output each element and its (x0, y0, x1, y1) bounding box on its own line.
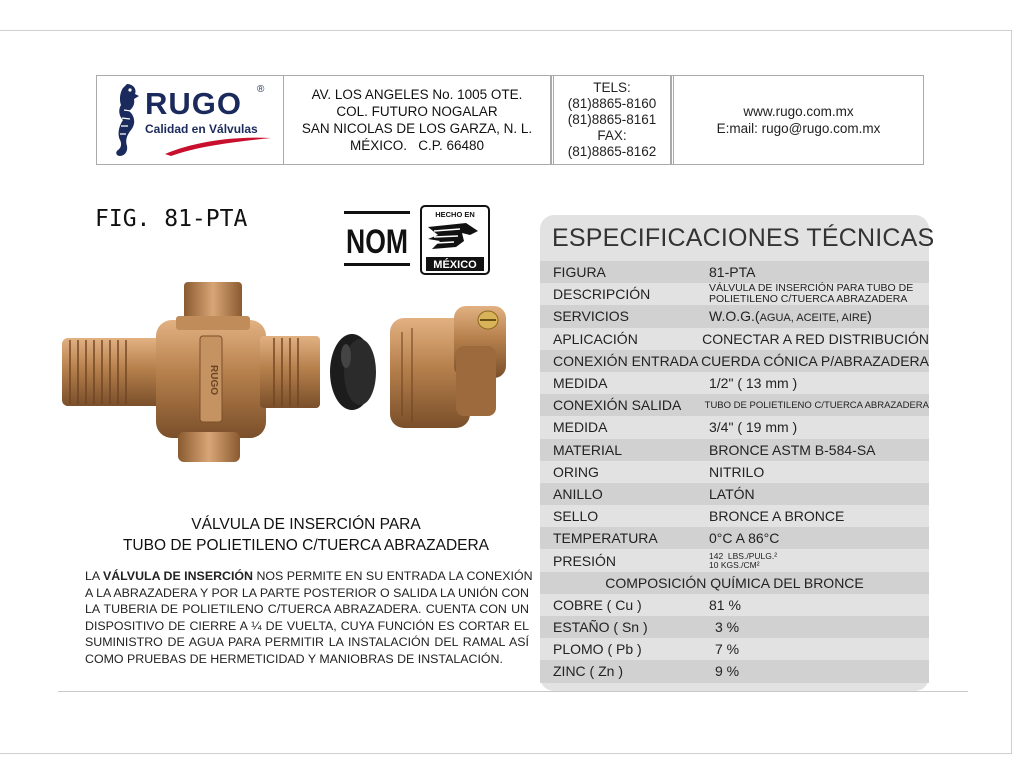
spec-label: ANILLO (553, 485, 603, 502)
spec-row (540, 439, 929, 461)
composition-row (540, 638, 929, 660)
spec-row (540, 350, 929, 372)
description-line: DISPOSITIVO DE CIERRE A ¼ DE VUELTA, CUYA FUNCIÓN ES CORTAR EL (85, 618, 529, 633)
spec-value: CONECTAR A RED DISTRIBUCIÓN (702, 330, 929, 347)
spec-value: TUBO DE POLIETILENO C/TUERCA ABRAZADERA (704, 399, 929, 411)
fax-label: FAX: (597, 128, 627, 143)
spec-row (540, 549, 929, 571)
valve-body (62, 282, 320, 462)
element-label: ZINC ( Zn ) (553, 663, 623, 680)
product-description (85, 568, 533, 668)
spec-row (540, 416, 929, 438)
specifications-title: ESPECIFICACIONES TÉCNICAS (552, 223, 935, 252)
spec-value: BRONCE ASTM B-584-SA (709, 441, 876, 458)
spec-label: DESCRIPCIÓN (553, 286, 651, 303)
spec-label: CONEXIÓN ENTRADA (553, 352, 699, 369)
bottom-divider (58, 691, 968, 692)
spec-label: PRESIÓN (553, 552, 617, 569)
product-title (96, 514, 516, 556)
oring-part (330, 334, 376, 410)
element-percent: 7 % (715, 641, 740, 658)
spec-row (540, 372, 929, 394)
phone-label: TELS: (593, 80, 631, 95)
spec-label: MEDIDA (553, 419, 608, 436)
spec-value: 81-PTA (709, 264, 756, 281)
spec-label: SELLO (553, 508, 599, 525)
address-line: MÉXICO. C.P. 66480 (349, 138, 485, 153)
spec-row (540, 328, 929, 350)
specifications-panel (540, 215, 935, 691)
product-image (60, 276, 520, 471)
spec-label: MATERIAL (553, 441, 622, 458)
composition-row (540, 594, 929, 616)
phone-number: (81)8865-8161 (567, 112, 657, 127)
spec-row (540, 505, 929, 527)
logo-block (97, 76, 284, 164)
spec-value: LATÓN (709, 485, 755, 502)
company-header (96, 75, 924, 165)
description-line: LA VÁLVULA DE INSERCIÓN NOS PERMITE EN SU ENTRADA LA CONEXIÓN (85, 569, 533, 583)
web-block (671, 76, 923, 164)
spec-row (540, 261, 929, 283)
spec-label: MEDIDA (553, 375, 608, 392)
element-percent: 9 % (715, 663, 740, 680)
spec-label: ORING (553, 463, 599, 480)
seahorse-icon (111, 80, 141, 160)
description-line: LA TUBERIA DE POLIETILENO C/TUERCA ABRAZADERA. CUENTA CON UN (85, 602, 529, 617)
spec-value: 0°C A 86°C (709, 530, 780, 547)
spec-value: VÁLVULA DE INSERCIÓN PARA TUBO DE POLIETILENO C/TUERCA ABRAZADERA (709, 281, 914, 306)
spec-label: CONEXIÓN SALIDA (553, 397, 682, 414)
hecho-en-mexico-logo (420, 205, 490, 275)
description-line: A LA ABRAZADERA Y POR LA PARTE POSTERIOR O SALIDA LA UNIÓN CON (85, 585, 529, 600)
address-block (284, 76, 551, 164)
spec-value: CUERDA CÓNICA P/ABRAZADERA (701, 352, 929, 369)
address-line: SAN NICOLAS DE LOS GARZA, N. L. (301, 121, 533, 136)
spec-value: 3/4" ( 19 mm ) (709, 419, 798, 436)
spec-row (540, 461, 929, 483)
element-label: COBRE ( Cu ) (553, 596, 642, 613)
spec-row (540, 305, 929, 327)
spec-value: W.O.G.(AGUA, ACEITE, AIRE) (709, 308, 872, 325)
composition-row (540, 660, 929, 682)
spec-label: APLICACIÓN (553, 330, 638, 347)
element-percent: 81 % (709, 596, 741, 613)
phone-number: (81)8865-8160 (567, 96, 657, 111)
address-line: AV. LOS ANGELES No. 1005 OTE. (311, 87, 523, 102)
swoosh-decoration (163, 134, 273, 156)
nut-part (390, 306, 506, 428)
brand-name: RUGO (145, 86, 242, 121)
spec-label: TEMPERATURA (553, 530, 658, 547)
registered-mark: ® (257, 84, 265, 95)
element-label: ESTAÑO ( Sn ) (553, 619, 648, 636)
phone-block (551, 76, 671, 164)
brand-tagline: Calidad en Válvulas (145, 122, 258, 136)
spec-value: NITRILO (709, 463, 765, 480)
hecho-en-text: HECHO EN (435, 210, 475, 219)
nom-text: NOM (346, 223, 408, 261)
nom-logo (344, 211, 410, 267)
email-link[interactable]: E:mail: rugo@rugo.com.mx (716, 121, 881, 136)
product-title-line: TUBO DE POLIETILENO C/TUERCA ABRAZADERA (122, 537, 490, 554)
product-title-line: VÁLVULA DE INSERCIÓN PARA (191, 516, 421, 533)
mexico-text: MÉXICO (433, 259, 477, 271)
element-percent: 3 % (715, 619, 740, 636)
spec-row (540, 283, 929, 305)
fax-number: (81)8865-8162 (567, 144, 657, 159)
address-line: COL. FUTURO NOGALAR (336, 104, 498, 119)
website-link[interactable]: www.rugo.com.mx (743, 104, 854, 119)
composition-row (540, 616, 929, 638)
spec-row (540, 394, 929, 416)
element-label: PLOMO ( Pb ) (553, 641, 642, 658)
spec-label: FIGURA (553, 264, 606, 281)
composition-heading: COMPOSICIÓN QUÍMICA DEL BRONCE (540, 572, 929, 594)
spec-value: 1/2" ( 13 mm ) (709, 375, 798, 392)
product-stamp: RUGO (208, 365, 219, 395)
spec-label: SERVICIOS (553, 308, 629, 325)
spec-row (540, 483, 929, 505)
spec-row (540, 527, 929, 549)
spec-value: 142 LBS./PULG.² 10 KGS./CM² (709, 550, 778, 570)
description-line: COMO PRUEBAS DE HERMETICIDAD Y MANIOBRAS DE INSTALACIÓN. (85, 651, 503, 666)
spec-value: BRONCE A BRONCE (709, 508, 845, 525)
description-line: SUMINISTRO DE AGUA PARA PERMITIR LA INSTALACIÓN DEL RAMAL ASÍ (85, 635, 529, 650)
description-highlight: VÁLVULA DE INSERCIÓN (102, 569, 254, 583)
figure-title: FIG. 81-PTA (95, 206, 248, 232)
